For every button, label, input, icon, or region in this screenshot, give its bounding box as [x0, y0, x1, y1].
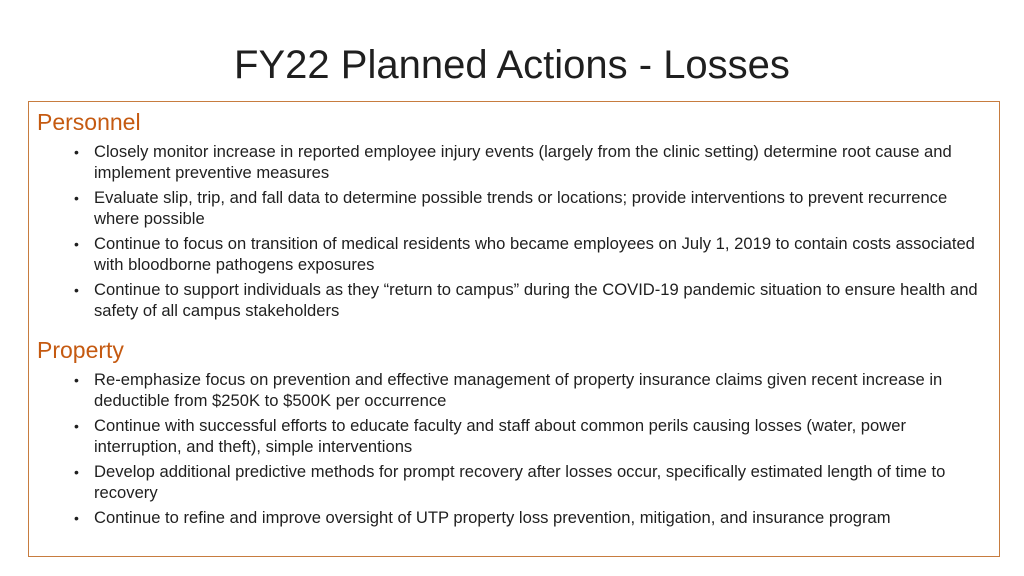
bullet-text: Continue to focus on transition of medical residents who became employees on July 1, 2019 to contain costs associated with bloodborne pathogens exposures	[94, 234, 975, 274]
bullet-icon: •	[74, 510, 79, 526]
list-item	[73, 142, 993, 183]
bullet-text: Develop additional predictive methods for prompt recovery after losses occur, specifically estimated length of time to recovery	[94, 462, 946, 502]
bullet-icon: •	[74, 464, 79, 480]
list-item	[73, 370, 993, 411]
list-item	[73, 280, 993, 321]
list-item	[73, 416, 993, 457]
bullet-text: Continue with successful efforts to educate faculty and staff about common perils causing losses (water, power interruption, and theft), simple interventions	[94, 416, 906, 456]
bullet-icon: •	[74, 190, 79, 206]
bullet-text: Re-emphasize focus on prevention and effective management of property insurance claims given recent increase in deductible from $250K to $500K per occurrence	[94, 370, 943, 410]
bullet-icon: •	[74, 418, 79, 434]
list-item	[73, 188, 993, 229]
bullet-icon: •	[74, 236, 79, 252]
content-box	[28, 101, 1000, 557]
section-heading-property: Property	[37, 337, 124, 363]
list-item	[73, 508, 993, 529]
list-item	[73, 462, 993, 503]
bullet-text: Closely monitor increase in reported employee injury events (largely from the clinic setting) determine root cause and implement preventive measures	[94, 142, 952, 182]
bullet-icon: •	[74, 144, 79, 160]
list-item	[73, 234, 993, 275]
bullet-text: Continue to support individuals as they “return to campus” during the COVID-19 pandemic situation to ensure health and safety of all campus stakeholders	[94, 280, 978, 320]
bullet-text: Evaluate slip, trip, and fall data to determine possible trends or locations; provide interventions to prevent recurrence where possible	[94, 188, 948, 228]
section-heading-personnel: Personnel	[37, 109, 141, 135]
bullet-text: Continue to refine and improve oversight of UTP property loss prevention, mitigation, and insurance program	[94, 508, 891, 527]
slide-title: FY22 Planned Actions - Losses	[234, 43, 790, 87]
bullet-icon: •	[74, 372, 79, 388]
personnel-bullet-list	[73, 142, 993, 326]
property-bullet-list	[73, 370, 993, 534]
bullet-icon: •	[74, 282, 79, 298]
